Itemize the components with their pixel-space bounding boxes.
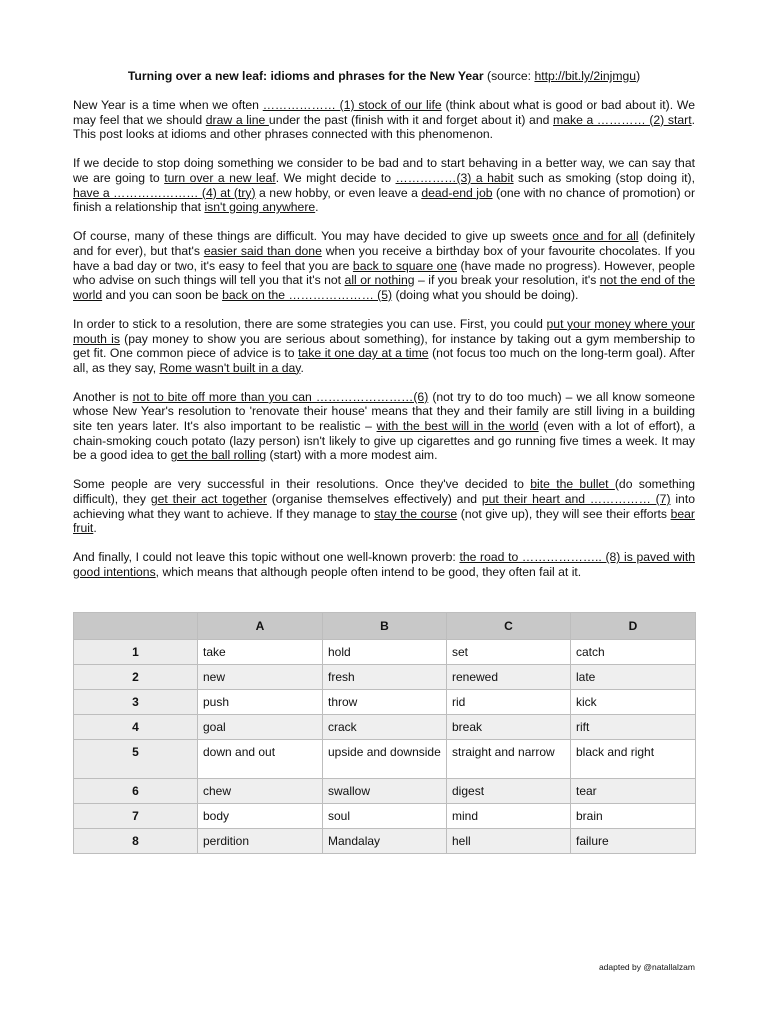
document-title — [73, 68, 695, 84]
paragraph-text: . — [93, 521, 97, 536]
option-cell: failure — [571, 829, 696, 854]
option-cell: perdition — [198, 829, 323, 854]
row-number: 4 — [74, 715, 198, 740]
column-header — [74, 613, 198, 640]
idiom-phrase: have a ………………… (4) at (try) — [73, 185, 256, 200]
table-row — [74, 829, 696, 854]
option-cell: throw — [323, 690, 447, 715]
paragraph-text: Of course, many of these things are difficult. You may have decided to give up sweets — [73, 229, 553, 244]
table-row — [74, 690, 696, 715]
row-number: 1 — [74, 640, 198, 665]
paragraph-text: under the past (finish with it and forget about it) and — [268, 112, 554, 127]
paragraph-text: . — [315, 200, 319, 215]
paragraph-text: into achieving what they want to achieve. If they manage to — [73, 492, 695, 521]
title-text: Turning over a new leaf: idioms and phrases for the New Year — [127, 69, 484, 83]
row-number: 2 — [74, 665, 198, 690]
idiom-phrase: draw a line — [205, 112, 269, 127]
option-cell: hell — [447, 829, 571, 854]
table-row — [74, 779, 696, 804]
paragraph-text: New Year is a time when we often — [73, 98, 263, 112]
table-row — [74, 640, 696, 665]
paragraph-text: (definitely and for ever), but that's — [73, 229, 695, 258]
row-number: 5 — [74, 740, 198, 779]
paragraph-text: . This post looks at idioms and other phrases connected with this phenomenon. — [73, 112, 695, 142]
idiom-phrase: ……………(3) a habit — [395, 170, 514, 185]
idiom-phrase: back on the ………………… (5) — [222, 287, 393, 302]
option-cell: tear — [571, 779, 696, 804]
paragraph-text: (not focus too much on the long-term goal). After all, as they say, — [73, 346, 695, 375]
paragraph — [73, 98, 695, 142]
paragraph-text: Some people are very successful in their resolutions. Once they've decided to — [73, 477, 531, 492]
paragraph — [73, 229, 695, 302]
option-cell: Mandalay — [323, 829, 447, 854]
idiom-phrase: bear fruit — [73, 506, 695, 536]
paragraph-text: . We might decide to — [275, 170, 396, 185]
idiom-phrase: once and for all — [552, 229, 639, 244]
idiom-phrase: the road to ……………….. (8) is paved with good intentions — [73, 550, 695, 579]
column-header: C — [447, 613, 571, 640]
paragraph-text: (think about what is good or bad about it). We may feel that we should — [73, 98, 695, 127]
paragraph-text: Another is — [73, 389, 133, 404]
source-link[interactable]: http://bit.ly/2injmgu — [534, 69, 637, 83]
option-cell: fresh — [323, 665, 447, 690]
article-body — [73, 98, 695, 580]
idiom-phrase: with the best will in the world — [376, 419, 539, 434]
option-cell: goal — [198, 715, 323, 740]
row-number: 8 — [74, 829, 198, 854]
option-cell: break — [447, 715, 571, 740]
source-suffix: ) — [636, 69, 641, 83]
paragraph-text: (one with no chance of promotion) or finish a relationship that — [73, 185, 696, 215]
paragraph-text: a new hobby, or even leave a — [255, 185, 422, 200]
option-cell: push — [198, 690, 323, 715]
idiom-phrase: turn over a new leaf — [164, 170, 276, 185]
paragraph-text: And finally, I could not leave this topic without one well-known proverb: — [73, 550, 460, 565]
document-page — [73, 68, 695, 594]
option-cell: kick — [571, 690, 696, 715]
idiom-phrase: isn't going anywhere — [204, 200, 316, 215]
paragraph-text: In order to stick to a resolution, there are some strategies you can use. First, you could — [73, 316, 547, 331]
option-cell: catch — [571, 640, 696, 665]
option-cell: crack — [323, 715, 447, 740]
idiom-phrase: get the ball rolling — [170, 448, 267, 463]
table-row — [74, 665, 696, 690]
paragraph — [73, 156, 695, 214]
column-header: A — [198, 613, 323, 640]
paragraph-text: (even with a lot of effort), a chain-smoking couch potato (lazy person) isn't likely to give up cigarettes and go running five times a week. It may be a good idea to — [73, 419, 696, 463]
paragraph-text: (organise themselves effectively) and — [266, 492, 482, 507]
paragraph-text: and you can soon be — [102, 287, 223, 302]
idiom-phrase: stay the course — [374, 506, 458, 521]
row-number: 7 — [74, 804, 198, 829]
option-cell: hold — [323, 640, 447, 665]
option-cell: set — [447, 640, 571, 665]
idiom-phrase: put their heart and …………… (7) — [481, 492, 671, 507]
idiom-phrase: back to square one — [352, 258, 458, 273]
paragraph-text: (have made no progress). However, people who advise on such things will tell you that it's not — [73, 258, 695, 288]
idiom-phrase: ……………… (1) stock of our life — [262, 98, 442, 112]
option-cell: new — [198, 665, 323, 690]
option-cell: chew — [198, 779, 323, 804]
option-cell: rid — [447, 690, 571, 715]
option-cell: rift — [571, 715, 696, 740]
row-number: 3 — [74, 690, 198, 715]
option-cell: swallow — [323, 779, 447, 804]
table-header-row — [74, 613, 696, 640]
option-cell: brain — [571, 804, 696, 829]
idiom-phrase: all or nothing — [344, 273, 415, 288]
idiom-phrase: bite the bullet — [530, 477, 615, 492]
idiom-phrase: make a ………… (2) start — [553, 112, 692, 127]
credit-text: adapted by @natallalzam — [598, 962, 695, 972]
paragraph-text: – if you break your resolution, it's — [414, 273, 600, 288]
idiom-phrase: take it one day at a time — [298, 346, 429, 361]
idiom-phrase: not to bite off more than you can ……………………(6) — [132, 389, 429, 404]
idiom-phrase: put your money where your mouth is — [73, 316, 695, 346]
option-cell: upside and downside — [323, 740, 447, 779]
paragraph — [73, 550, 695, 579]
paragraph — [73, 390, 695, 463]
option-cell: down and out — [198, 740, 323, 779]
option-cell: digest — [447, 779, 571, 804]
paragraph — [73, 477, 695, 535]
answer-options-table — [73, 612, 696, 854]
paragraph-text: (not try to do too much) – we all know someone whose New Year's resolution to 'renovate their house' means that they and their family are still living in a building site ten years later. It's also important to be realistic – — [73, 389, 696, 434]
idiom-phrase: dead-end job — [421, 185, 493, 200]
option-cell: mind — [447, 804, 571, 829]
paragraph-text: , which means that although people often intend to be good, they often fail at it. — [155, 565, 582, 579]
idiom-phrase: not the end of the world — [73, 273, 695, 302]
idiom-phrase: get their act together — [150, 492, 267, 507]
table-row — [74, 804, 696, 829]
source-prefix: (source: — [483, 69, 535, 83]
paragraph-text: such as smoking (stop doing it), — [513, 170, 696, 185]
column-header: B — [323, 613, 447, 640]
paragraph-text: If we decide to stop doing something we consider to be bad and to start behaving in a better way, we can say that we are going to — [73, 156, 695, 185]
paragraph-text: (not give up), they will see their efforts — [457, 506, 671, 521]
row-number: 6 — [74, 779, 198, 804]
paragraph-text: (pay money to show you are serious about something), for instance by taking out a gym membership to get fit. One common piece of advice is to — [73, 331, 696, 361]
paragraph-text: (start) with a more modest aim. — [266, 448, 438, 463]
table-row — [74, 740, 696, 779]
option-cell: body — [198, 804, 323, 829]
idiom-phrase: Rome wasn't built in a day — [159, 360, 301, 375]
column-header: D — [571, 613, 696, 640]
paragraph-text: . — [300, 360, 304, 375]
option-cell: soul — [323, 804, 447, 829]
table-row — [74, 715, 696, 740]
paragraph-text: when you receive a birthday box of your favourite chocolates. If you have a bad day or two, it's easy to feel that you are — [73, 243, 695, 273]
paragraph-text: (do something difficult), they — [73, 477, 696, 507]
idiom-phrase: easier said than done — [203, 243, 322, 258]
paragraph — [73, 317, 695, 375]
paragraph-text: (doing what you should be doing). — [392, 287, 579, 302]
option-cell: renewed — [447, 665, 571, 690]
option-cell: late — [571, 665, 696, 690]
option-cell: take — [198, 640, 323, 665]
option-cell: black and right — [571, 740, 696, 779]
option-cell: straight and narrow — [447, 740, 571, 779]
